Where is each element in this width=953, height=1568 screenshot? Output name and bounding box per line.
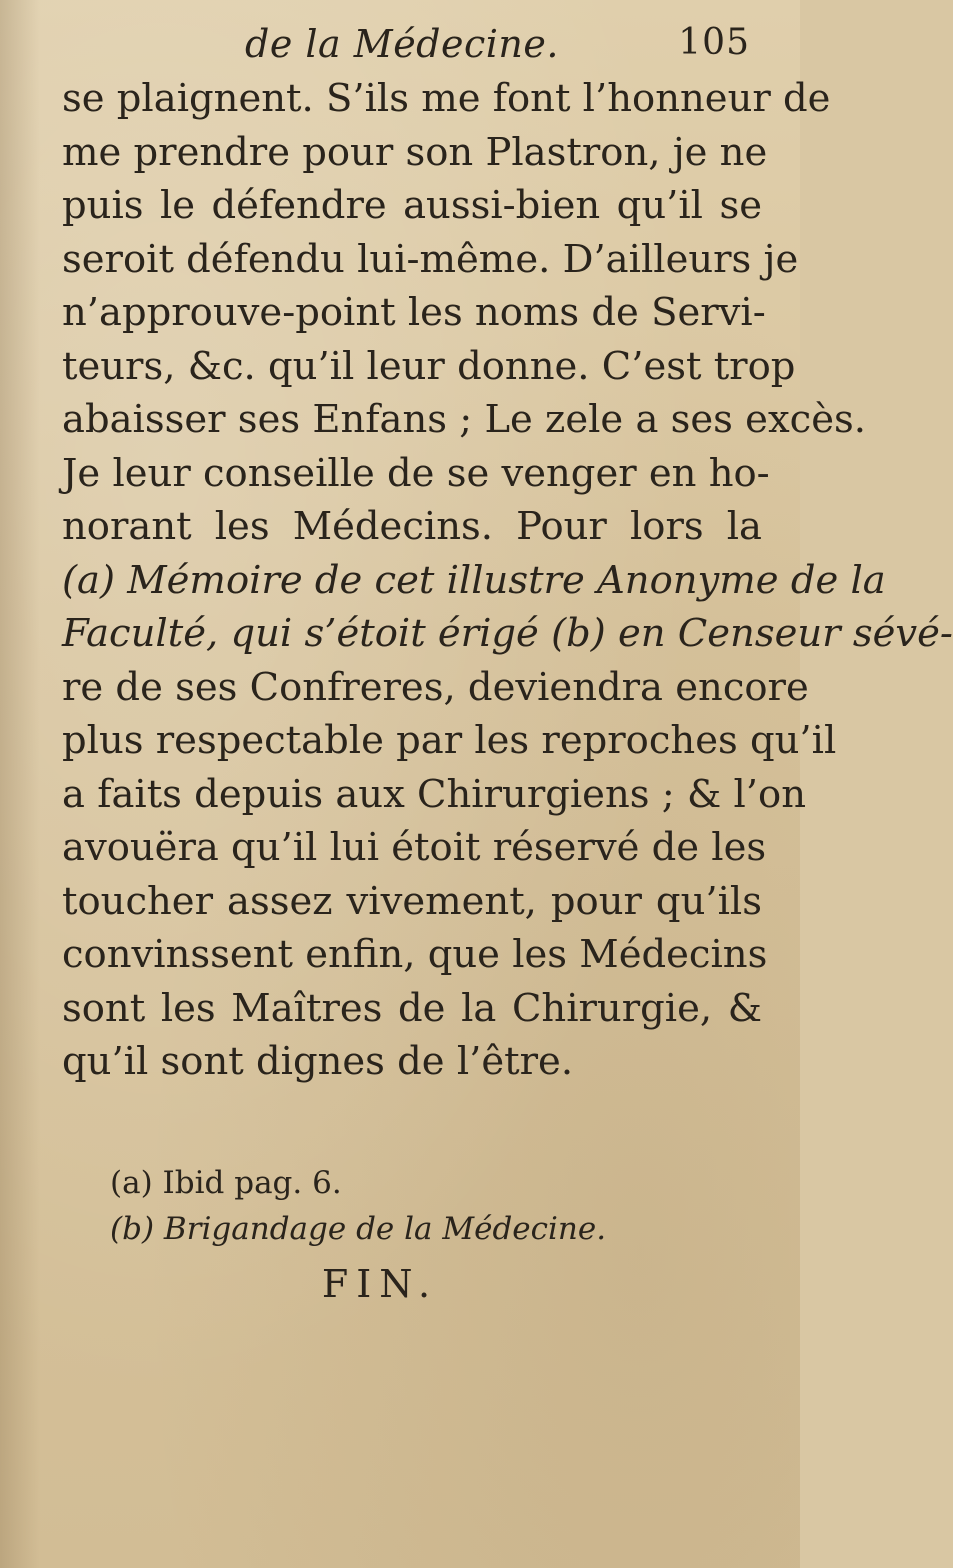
footnote-a: (a) Ibid pag. 6.: [110, 1165, 342, 1201]
text-line: toucher assez vivement, pour qu’ils: [62, 878, 762, 924]
text-line: avouëra qu’il lui étoit réservé de les: [62, 825, 767, 870]
text-line: n’approuve-point les noms de Servi-: [62, 290, 766, 335]
text-line: puis le défendre aussi-bien qu’il se: [62, 183, 762, 228]
text-line: re de ses Confreres, deviendra encore: [62, 664, 809, 710]
text-line: Je leur conseille de se venger en ho-: [62, 450, 770, 496]
footnote-b: (b) Brigandage de la Médecine.: [110, 1211, 607, 1247]
page-number: 105: [678, 22, 750, 63]
page-header: [60, 22, 750, 72]
text-line: se plaignent. S’ils me font l’honneur de: [62, 76, 831, 121]
text-line: sont les Maîtres de la Chirurgie, &: [62, 985, 762, 1031]
text-line: Faculté, qui s’étoit érigé (b) en Censeur sévé-: [62, 611, 953, 656]
text-line: plus respectable par les reproches qu’il: [62, 718, 837, 763]
closing-text: FIN.: [321, 1262, 439, 1306]
text-line: teurs, &c. qu’il leur donne. C’est trop: [62, 343, 796, 389]
text-line: (a) Mémoire de cet illustre Anonyme de la: [62, 557, 886, 603]
text-line: norant les Médecins. Pour lors la: [62, 504, 762, 549]
text-line: seroit défendu lui-même. D’ailleurs je: [62, 236, 799, 282]
text-line: qu’il sont dignes de l’être.: [62, 1039, 574, 1084]
closing-fin: [0, 1262, 800, 1306]
body-text: [62, 72, 953, 1089]
text-line: me prendre pour son Plastron, je ne: [62, 129, 768, 175]
text-line: convinssent enfin, que les Médecins: [62, 932, 768, 977]
text-line: a faits depuis aux Chirurgiens ; & l’on: [62, 771, 807, 817]
text-line: abaisser ses Enfans ; Le zele a ses excès.: [62, 397, 867, 442]
running-title: de la Médecine.: [245, 22, 559, 66]
footnotes: [110, 1160, 750, 1252]
